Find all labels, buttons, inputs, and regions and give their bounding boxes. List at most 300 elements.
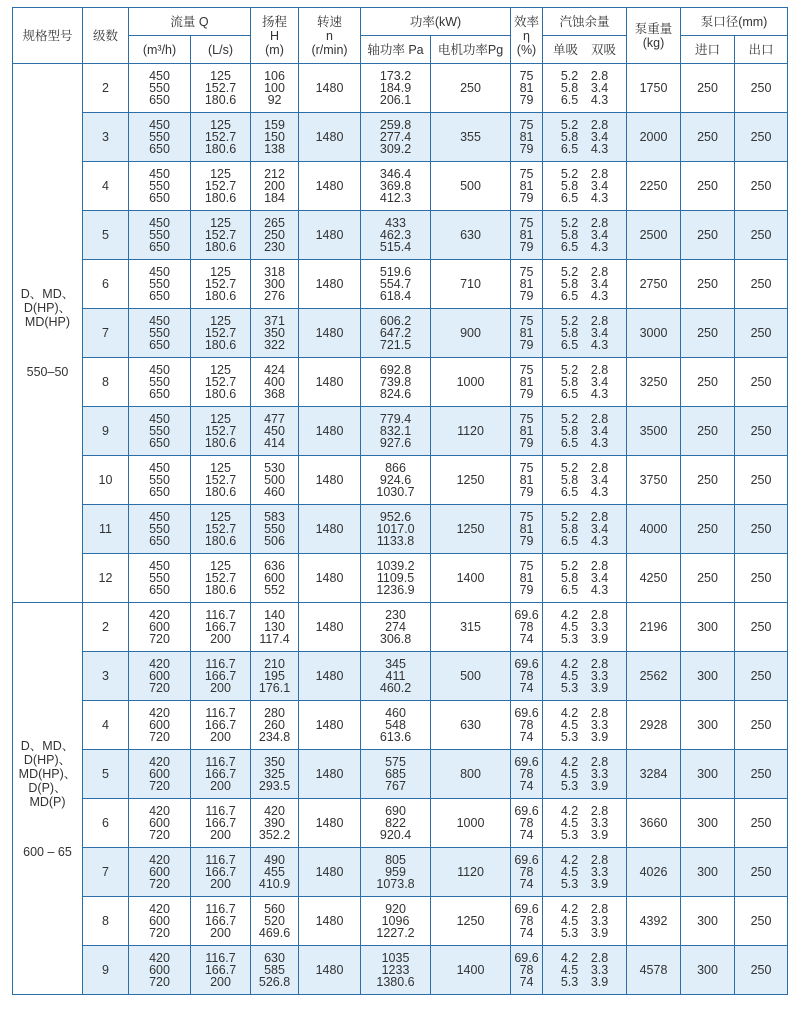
flow-m3h-value: 650 [149, 289, 170, 304]
efficiency-cell [511, 652, 543, 701]
efficiency-value: 74 [519, 828, 534, 843]
weight-cell: 2196 [627, 603, 681, 652]
speed-cell: 1480 [299, 358, 361, 407]
table-row [13, 407, 788, 456]
head-cell [251, 211, 299, 260]
npsh-single-value: 6.5 [560, 534, 579, 549]
efficiency-cell [511, 113, 543, 162]
npsh-single-value: 4.5 [560, 717, 579, 732]
head-cell [251, 799, 299, 848]
efficiency-cell [511, 799, 543, 848]
table-row [13, 848, 788, 897]
npsh-double-value: 4.3 [590, 387, 609, 402]
shaft-power-value: 346.4 [379, 166, 412, 181]
npsh-double-value: 4.3 [590, 142, 609, 157]
weight-cell: 3000 [627, 309, 681, 358]
head-value: 520 [264, 913, 285, 928]
shaft-power-value: 952.6 [379, 509, 412, 524]
speed-cell: 1480 [299, 162, 361, 211]
npsh-pair [543, 829, 626, 841]
head-value: 140 [264, 607, 285, 622]
head-value: 526.8 [258, 975, 291, 990]
shaft-power-value: 345 [385, 656, 406, 671]
efficiency-value: 81 [519, 276, 534, 291]
shaft-power-value: 685 [385, 766, 406, 781]
npsh-pair [543, 707, 626, 719]
npsh-pair [543, 572, 626, 584]
npsh-cell [543, 505, 627, 554]
shaft-power-cell [361, 407, 431, 456]
shaft-power-value: 462.3 [379, 227, 412, 242]
outlet-cell: 250 [735, 309, 788, 358]
head-value: 390 [264, 815, 285, 830]
shaft-power-value: 767 [385, 779, 406, 794]
npsh-pair [543, 768, 626, 780]
npsh-pair [543, 866, 626, 878]
efficiency-value: 81 [519, 374, 534, 389]
flow-m3h-value: 450 [149, 460, 170, 475]
npsh-single-value: 5.2 [560, 362, 579, 377]
shaft-power-value: 548 [385, 717, 406, 732]
npsh-double-value: 3.9 [590, 926, 609, 941]
flow-ls-value: 152.7 [204, 570, 237, 585]
shaft-power-cell [361, 750, 431, 799]
flow-ls-value: 166.7 [204, 815, 237, 830]
flow-ls-value: 200 [210, 632, 231, 647]
flow-ls-value: 180.6 [204, 191, 237, 206]
inlet-cell: 300 [681, 946, 735, 995]
header-head-unit: (m) [265, 42, 284, 57]
npsh-single-value: 5.8 [560, 521, 579, 536]
efficiency-cell [511, 505, 543, 554]
npsh-single-value: 5.2 [560, 558, 579, 573]
npsh-double-value: 2.8 [590, 166, 609, 181]
table-row [13, 505, 788, 554]
head-value: 477 [264, 411, 285, 426]
flow-m3h-cell [129, 652, 191, 701]
shaft-power-cell [361, 554, 431, 603]
flow-ls-value: 152.7 [204, 178, 237, 193]
npsh-single-value: 5.8 [560, 227, 579, 242]
shaft-power-value: 206.1 [379, 93, 412, 108]
npsh-single-value: 5.8 [560, 374, 579, 389]
speed-cell: 1480 [299, 946, 361, 995]
npsh-single-value: 5.3 [560, 828, 579, 843]
npsh-pair [543, 805, 626, 817]
speed-cell: 1480 [299, 652, 361, 701]
flow-ls-value: 180.6 [204, 338, 237, 353]
outlet-cell: 250 [735, 358, 788, 407]
npsh-pair [543, 609, 626, 621]
efficiency-cell [511, 554, 543, 603]
motor-power-cell: 1250 [431, 456, 511, 505]
flow-m3h-value: 720 [149, 926, 170, 941]
efficiency-value: 79 [519, 240, 534, 255]
npsh-single-value: 5.3 [560, 975, 579, 990]
table-row [13, 162, 788, 211]
npsh-double-value: 3.3 [590, 815, 609, 830]
npsh-double-value: 3.9 [590, 681, 609, 696]
npsh-double-value: 3.9 [590, 975, 609, 990]
npsh-pair [543, 817, 626, 829]
flow-m3h-cell [129, 946, 191, 995]
npsh-single-value: 6.5 [560, 387, 579, 402]
header-npsh-sub [543, 36, 627, 64]
npsh-cell [543, 407, 627, 456]
npsh-single-value: 6.5 [560, 485, 579, 500]
flow-ls-value: 200 [210, 877, 231, 892]
efficiency-cell [511, 358, 543, 407]
npsh-cell [543, 848, 627, 897]
flow-ls-cell [191, 897, 251, 946]
efficiency-cell [511, 211, 543, 260]
flow-ls-value: 152.7 [204, 374, 237, 389]
head-value: 469.6 [258, 926, 291, 941]
flow-ls-value: 152.7 [204, 472, 237, 487]
flow-m3h-value: 650 [149, 338, 170, 353]
flow-m3h-cell [129, 260, 191, 309]
npsh-cell [543, 701, 627, 750]
npsh-double-value: 4.3 [590, 485, 609, 500]
efficiency-value: 81 [519, 325, 534, 340]
shaft-power-value: 173.2 [379, 68, 412, 83]
head-cell [251, 750, 299, 799]
table-row [13, 113, 788, 162]
npsh-double-value: 4.3 [590, 93, 609, 108]
flow-ls-value: 180.6 [204, 534, 237, 549]
efficiency-cell [511, 946, 543, 995]
flow-ls-cell [191, 799, 251, 848]
npsh-double-value: 3.4 [590, 423, 609, 438]
stages-cell: 10 [83, 456, 129, 505]
model-name-line: MD(P) [29, 794, 66, 809]
header-weight [627, 8, 681, 64]
head-value: 550 [264, 521, 285, 536]
flow-m3h-value: 600 [149, 815, 170, 830]
flow-ls-value: 180.6 [204, 240, 237, 255]
outlet-cell: 250 [735, 113, 788, 162]
head-cell [251, 946, 299, 995]
flow-ls-value: 200 [210, 828, 231, 843]
header-npsh: 汽蚀余量 [543, 8, 627, 36]
flow-ls-value: 125 [210, 215, 231, 230]
npsh-pair [543, 180, 626, 192]
head-value: 636 [264, 558, 285, 573]
stages-cell: 9 [83, 407, 129, 456]
header-speed-label: 转速 [317, 14, 343, 29]
flow-m3h-value: 450 [149, 215, 170, 230]
flow-m3h-value: 600 [149, 962, 170, 977]
npsh-single-value: 4.5 [560, 864, 579, 879]
efficiency-value: 69.6 [514, 754, 539, 769]
flow-m3h-cell [129, 799, 191, 848]
head-value: 450 [264, 423, 285, 438]
head-value: 159 [264, 117, 285, 132]
shaft-power-value: 1133.8 [376, 534, 415, 549]
inlet-cell: 250 [681, 211, 735, 260]
npsh-double-value: 3.3 [590, 668, 609, 683]
shaft-power-value: 692.8 [379, 362, 412, 377]
flow-m3h-value: 720 [149, 828, 170, 843]
flow-ls-value: 125 [210, 117, 231, 132]
pump-spec-sheet [12, 7, 788, 995]
stages-cell: 6 [83, 260, 129, 309]
flow-ls-value: 166.7 [204, 766, 237, 781]
shaft-power-value: 411 [385, 668, 406, 683]
head-value: 410.9 [258, 877, 291, 892]
flow-m3h-cell [129, 407, 191, 456]
flow-ls-value: 180.6 [204, 142, 237, 157]
npsh-pair [543, 670, 626, 682]
head-value: 176.1 [258, 681, 291, 696]
inlet-cell: 250 [681, 505, 735, 554]
header-flow-m3h: (m³/h) [129, 36, 191, 64]
npsh-single-value: 4.2 [560, 656, 579, 671]
npsh-single-value: 4.5 [560, 668, 579, 683]
npsh-pair [543, 376, 626, 388]
speed-cell: 1480 [299, 897, 361, 946]
npsh-single-value: 5.3 [560, 632, 579, 647]
efficiency-value: 78 [519, 913, 534, 928]
npsh-single-value: 6.5 [560, 142, 579, 157]
flow-m3h-value: 550 [149, 325, 170, 340]
npsh-single-value: 5.8 [560, 276, 579, 291]
flow-m3h-value: 650 [149, 240, 170, 255]
table-row [13, 603, 788, 652]
flow-m3h-value: 550 [149, 178, 170, 193]
efficiency-value: 69.6 [514, 705, 539, 720]
shaft-power-value: 1233 [381, 962, 410, 977]
npsh-pair [543, 658, 626, 670]
head-cell [251, 652, 299, 701]
flow-m3h-value: 720 [149, 975, 170, 990]
speed-cell: 1480 [299, 701, 361, 750]
flow-ls-value: 152.7 [204, 276, 237, 291]
shaft-power-value: 1109.5 [376, 570, 415, 585]
npsh-single-value: 5.2 [560, 215, 579, 230]
head-value: 280 [264, 705, 285, 720]
npsh-single-value: 4.2 [560, 950, 579, 965]
table-row [13, 260, 788, 309]
head-value: 322 [264, 338, 285, 353]
speed-cell: 1480 [299, 309, 361, 358]
table-row [13, 701, 788, 750]
flow-m3h-value: 550 [149, 472, 170, 487]
flow-ls-value: 166.7 [204, 717, 237, 732]
npsh-pair [543, 560, 626, 572]
efficiency-value: 74 [519, 975, 534, 990]
efficiency-value: 69.6 [514, 950, 539, 965]
npsh-double-value: 4.3 [590, 240, 609, 255]
outlet-cell: 250 [735, 603, 788, 652]
head-cell [251, 456, 299, 505]
shaft-power-value: 606.2 [379, 313, 412, 328]
npsh-pair [543, 70, 626, 82]
flow-ls-cell [191, 701, 251, 750]
header-power: 功率(kW) [361, 8, 511, 36]
table-row [13, 897, 788, 946]
flow-m3h-value: 420 [149, 754, 170, 769]
flow-ls-value: 125 [210, 362, 231, 377]
head-value: 325 [264, 766, 285, 781]
efficiency-value: 75 [519, 411, 534, 426]
efficiency-value: 74 [519, 730, 534, 745]
outlet-cell: 250 [735, 701, 788, 750]
flow-ls-cell [191, 260, 251, 309]
shaft-power-value: 1017.0 [376, 521, 415, 536]
head-value: 352.2 [258, 828, 291, 843]
npsh-double-value: 2.8 [590, 852, 609, 867]
flow-ls-cell [191, 946, 251, 995]
flow-ls-cell [191, 750, 251, 799]
table-row [13, 456, 788, 505]
shaft-power-value: 1035 [381, 950, 410, 965]
efficiency-value: 69.6 [514, 803, 539, 818]
weight-cell: 2750 [627, 260, 681, 309]
npsh-double-value: 4.3 [590, 583, 609, 598]
head-value: 583 [264, 509, 285, 524]
model-name-line: D(P)、 [28, 780, 67, 795]
efficiency-value: 69.6 [514, 901, 539, 916]
efficiency-value: 74 [519, 926, 534, 941]
flow-ls-cell [191, 211, 251, 260]
stages-cell: 7 [83, 309, 129, 358]
npsh-single-value: 4.5 [560, 962, 579, 977]
table-row [13, 64, 788, 113]
npsh-single-value: 5.3 [560, 926, 579, 941]
npsh-pair [543, 437, 626, 449]
npsh-double-value: 2.8 [590, 950, 609, 965]
shaft-power-value: 1073.8 [376, 877, 415, 892]
outlet-cell: 250 [735, 64, 788, 113]
table-row [13, 358, 788, 407]
npsh-cell [543, 456, 627, 505]
head-cell [251, 260, 299, 309]
npsh-double-value: 2.8 [590, 656, 609, 671]
speed-cell: 1480 [299, 407, 361, 456]
npsh-single-value: 5.8 [560, 570, 579, 585]
efficiency-value: 74 [519, 779, 534, 794]
flow-m3h-value: 420 [149, 803, 170, 818]
head-value: 630 [264, 950, 285, 965]
flow-ls-value: 180.6 [204, 583, 237, 598]
inlet-cell: 250 [681, 162, 735, 211]
npsh-single-value: 5.8 [560, 129, 579, 144]
flow-ls-value: 200 [210, 975, 231, 990]
head-cell [251, 701, 299, 750]
npsh-pair [543, 82, 626, 94]
efficiency-value: 79 [519, 93, 534, 108]
head-cell [251, 554, 299, 603]
npsh-pair [543, 731, 626, 743]
head-cell [251, 407, 299, 456]
npsh-double-value: 2.8 [590, 754, 609, 769]
head-value: 138 [264, 142, 285, 157]
outlet-cell: 250 [735, 211, 788, 260]
npsh-pair [543, 854, 626, 866]
flow-ls-value: 116.7 [205, 901, 236, 916]
flow-ls-cell [191, 309, 251, 358]
npsh-single-value: 5.3 [560, 730, 579, 745]
motor-power-cell: 710 [431, 260, 511, 309]
flow-m3h-value: 550 [149, 227, 170, 242]
npsh-pair [543, 339, 626, 351]
flow-ls-value: 125 [210, 264, 231, 279]
shaft-power-value: 618.4 [379, 289, 412, 304]
flow-m3h-value: 450 [149, 509, 170, 524]
head-cell [251, 64, 299, 113]
model-name-line: D、MD、 [20, 287, 75, 301]
head-cell [251, 309, 299, 358]
npsh-double-value: 2.8 [590, 68, 609, 83]
shaft-power-cell [361, 652, 431, 701]
efficiency-value: 81 [519, 80, 534, 95]
flow-ls-value: 200 [210, 730, 231, 745]
motor-power-cell: 1000 [431, 358, 511, 407]
shaft-power-value: 259.8 [379, 117, 412, 132]
npsh-single-value: 5.8 [560, 423, 579, 438]
efficiency-value: 75 [519, 68, 534, 83]
stages-cell: 8 [83, 897, 129, 946]
motor-power-cell: 900 [431, 309, 511, 358]
shaft-power-cell [361, 260, 431, 309]
efficiency-value: 79 [519, 191, 534, 206]
motor-power-cell: 315 [431, 603, 511, 652]
flow-ls-value: 125 [210, 68, 231, 83]
flow-ls-value: 180.6 [204, 436, 237, 451]
npsh-cell [543, 309, 627, 358]
shaft-power-cell [361, 848, 431, 897]
npsh-double-value: 2.8 [590, 509, 609, 524]
npsh-pair [543, 131, 626, 143]
stages-cell: 9 [83, 946, 129, 995]
motor-power-cell: 500 [431, 652, 511, 701]
inlet-cell: 250 [681, 358, 735, 407]
efficiency-cell [511, 897, 543, 946]
efficiency-cell [511, 603, 543, 652]
npsh-single-value: 5.2 [560, 411, 579, 426]
inlet-cell: 300 [681, 701, 735, 750]
weight-cell: 1750 [627, 64, 681, 113]
header-efficiency-label: 效率 [514, 14, 540, 29]
shaft-power-value: 515.4 [379, 240, 412, 255]
inlet-cell: 300 [681, 750, 735, 799]
shaft-power-value: 412.3 [379, 191, 412, 206]
npsh-cell [543, 113, 627, 162]
npsh-single-value: 5.2 [560, 264, 579, 279]
npsh-cell [543, 260, 627, 309]
npsh-double-value: 2.8 [590, 117, 609, 132]
head-value: 560 [264, 901, 285, 916]
header-outlet: 出口 [735, 36, 788, 64]
speed-cell: 1480 [299, 799, 361, 848]
flow-ls-value: 166.7 [204, 913, 237, 928]
header-weight-unit: (kg) [642, 35, 665, 50]
npsh-double-value: 3.9 [590, 730, 609, 745]
stages-cell: 3 [83, 652, 129, 701]
flow-m3h-value: 650 [149, 93, 170, 108]
flow-ls-value: 152.7 [204, 129, 237, 144]
table-body [13, 64, 788, 995]
npsh-pair [543, 976, 626, 988]
inlet-cell: 300 [681, 603, 735, 652]
npsh-double-value: 3.9 [590, 779, 609, 794]
flow-m3h-value: 650 [149, 583, 170, 598]
shaft-power-value: 959 [385, 864, 406, 879]
outlet-cell: 250 [735, 799, 788, 848]
npsh-single-value: 5.8 [560, 178, 579, 193]
flow-m3h-cell [129, 701, 191, 750]
